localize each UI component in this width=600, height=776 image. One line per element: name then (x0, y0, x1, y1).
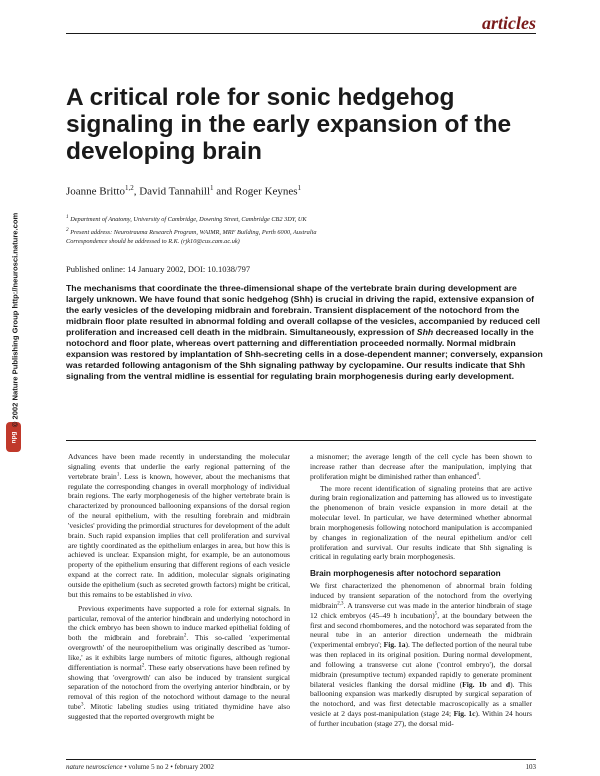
abstract-text: decreased locally in the notochord and floor plate, whereas overt patterning and differentiation proceeded normally. Normal midbrain expansion was restored by implantation of Shh-secreting cells in a dose-dependent manner; conversely, expansion was retarded following antagonism of the Shh signaling pathway by cyclopamine. Our results indicate that Shh signaling from the ventral midline is essential for regulating brain morphogenesis during early development. (66, 327, 543, 382)
affiliation (66, 212, 546, 225)
text-run: . This so-called 'experimental overgrowth' of the neuroepithelium was originally described as 'tumor-like,' as it exhibits large numbers of mitotic figures, although regional differentiation is normal (68, 633, 290, 672)
text-run: . (190, 589, 193, 599)
affiliation-mark: 1 (66, 214, 69, 220)
page-number: 103 (525, 763, 536, 771)
reference-mark: 1 (116, 472, 120, 478)
reference-mark: 2 (183, 633, 187, 639)
gene-name: Shh (416, 327, 434, 338)
author-affiliation-mark: 1,2 (124, 184, 134, 192)
reference-mark: 5 (434, 611, 438, 617)
text-run: and (486, 679, 506, 689)
author-list (66, 184, 301, 198)
figure-reference[interactable]: Fig. 1c (453, 709, 476, 719)
affiliation-text: Department of Anatomy, University of Cambridge, Downing Street, Cambridge CB2 3DY, UK (70, 216, 307, 224)
footer-rule (66, 759, 536, 760)
journal-footer (66, 763, 214, 771)
text-run: ). Within 24 hours of further incubation (stage 27), the dorsal mid- (310, 709, 532, 728)
body-column-left (68, 452, 290, 722)
text-run: . (478, 471, 481, 481)
header-rule (66, 33, 536, 34)
figure-reference[interactable]: Fig. 1a (383, 640, 406, 650)
author-name: David Tannahill (139, 185, 211, 198)
body-paragraph: The more recent identification of signaling proteins that are active during brain regionalization and patterning has allowed us to investigate the phenomenon of brain vesicle expansion in more detail at the molecular level. In particular, we have determined whether abnormal brain morphogenesis following notochord manipulation is accompanied by changes in regionalization of the neural epithelium and/or cell proliferation and survival. Our results indicate that Shh signaling is critical in regulating early brain morphogenesis. (310, 483, 532, 562)
author-affiliation-mark: 1 (210, 184, 214, 192)
abstract-rule (66, 440, 536, 441)
affiliation-text: Present address: Neurotrauma Research Program, WAIMR, MRF Building, Perth 6000, Australia (70, 229, 317, 237)
text-run: Advances have been made recently in understanding the molecular signaling events that underlie the early regional patterning of the vertebrate brain (68, 452, 290, 481)
abstract-text: The mechanisms that coordinate the three-dimensional shape of the vertebrate brain during development are largely unknown. We have found that sonic hedgehog (Shh) is crucial in driving the rapid, extensive expansion of the early vesicles of the developing midbrain and forebrain. Transient displacement of the notochord from the midbrain floor plate resulted in abnormal folding and overall collapse of the vesicles, accompanied by reduced cell proliferation and increased cell death in the midbrain. Simultaneously, expression of (66, 283, 541, 338)
text-run: a misnomer; the average length of the cell cycle has been shown to increase rather than decrease after the manipulation, implying that proliferation might be diminished rather than enhanced (310, 452, 532, 481)
reference-mark: 2 (141, 663, 145, 669)
body-paragraph (310, 452, 532, 482)
author-separator: , (133, 185, 140, 198)
text-run: . Less is known, however, about the mechanisms that regulate the corresponding changes in overall morphology of individual brain regions. The early morphogenesis of the higher vertebrate brain is characterized by pronounced ballooning expansions of the dorsal region of the neural epithelium, with the resulting forebrain and midbrain 'vesicles' providing the primordial structures for development of the adult brain. Such rapid expansion implies that cell proliferation and survival are tightly coordinated as the epithelium enlarges in area, but how this is achieved is unclear. Expansion might, for example, be an autonomous property of the epithelium ensuring that different regions of each vesicle expand at the correct rate. In addition, molecular signals originating outside the epithelium (such as secreted growth factors) might be critical, but this remains to be established (68, 471, 290, 599)
reference-mark: 2,3 (337, 601, 344, 607)
journal-name: nature neuroscience (66, 763, 123, 771)
author-separator: and (213, 185, 235, 198)
text-run: We first characterized the phenomenon of abnormal brain folding induced by transient separation of the notochord from the overlying midbrain (310, 581, 532, 610)
body-paragraph (68, 452, 290, 600)
issue-details: • volume 5 no 2 • february 2002 (122, 763, 215, 771)
affiliation-mark: 2 (66, 227, 69, 233)
article-title: A critical role for sonic hedgehog signaling in the early expansion of the developing brain (66, 84, 512, 165)
body-column-right (310, 452, 532, 729)
section-heading: Brain morphogenesis after notochord separation (310, 569, 501, 579)
text-run: ). The deflected portion of the neural tube was then replaced in its original position. During normal development, and following a transverse cut alone ('control embryo'), the dorsal midbrain (presumptive tectum) expanded rapidly to generate prominent bilateral vesicles flanking the dorsal midline ( (310, 640, 532, 689)
sidebar (2, 210, 28, 500)
npg-logo-text: npg (9, 431, 17, 443)
copyright-notice: © 2002 Nature Publishing Group http://neurosci.nature.com (10, 212, 20, 428)
reference-mark: 4 (476, 472, 479, 478)
text-run: ). This ballooning expansion was markedly disrupted by surgical separation of the notochord, and was first detectable macroscopically as a smaller vesicle at 2 days post-manipulation (stage 24; (310, 679, 532, 719)
text-run: . Mitotic labeling studies using tritiated thymidine have also suggested that the reported overgrowth might be (68, 702, 290, 721)
body-paragraph (68, 604, 290, 722)
text-run: . These early observations have been refined by showing that 'overgrowth' can also be induced by transient surgical separation of the notochord from the overlying anterior hindbrain, or by removal of this region of the notochord without damage to the neural tube (68, 662, 290, 712)
author-name: Joanne Britto (66, 185, 125, 198)
figure-reference[interactable]: Fig. 1b (462, 679, 487, 689)
author-name: Roger Keynes (234, 185, 298, 198)
section-label: articles (482, 13, 536, 33)
reference-mark: 3 (81, 702, 84, 708)
correspondence: Correspondence should be addressed to R.K. (rjk10@cus.cam.ac.uk) (66, 238, 240, 245)
author-affiliation-mark: 1 (297, 184, 302, 192)
text-run: Previous experiments have supported a role for external signals. In particular, removal of the anterior hindbrain and underlying notochord in the chick embryo has been shown to induce marked epithelial folding of both the midbrain and forebrain (68, 603, 290, 643)
text-run: , at the boundary between the first and second rhombomeres, and the notochord was separated from the neural tube in an anterior direction underneath the midbrain ('experimental embryo'; (310, 610, 533, 650)
publication-info: Published online: 14 January 2002, DOI: 10.1038/797 (66, 264, 251, 274)
body-paragraph (310, 581, 532, 729)
text-run: . A transverse cut was made in the anterior hindbrain of stage 12 chick embryos (45–49 h incubation) (310, 600, 532, 620)
abstract (66, 283, 544, 382)
figure-reference[interactable]: d (505, 679, 511, 689)
text-run-italic: in vivo (170, 589, 191, 599)
